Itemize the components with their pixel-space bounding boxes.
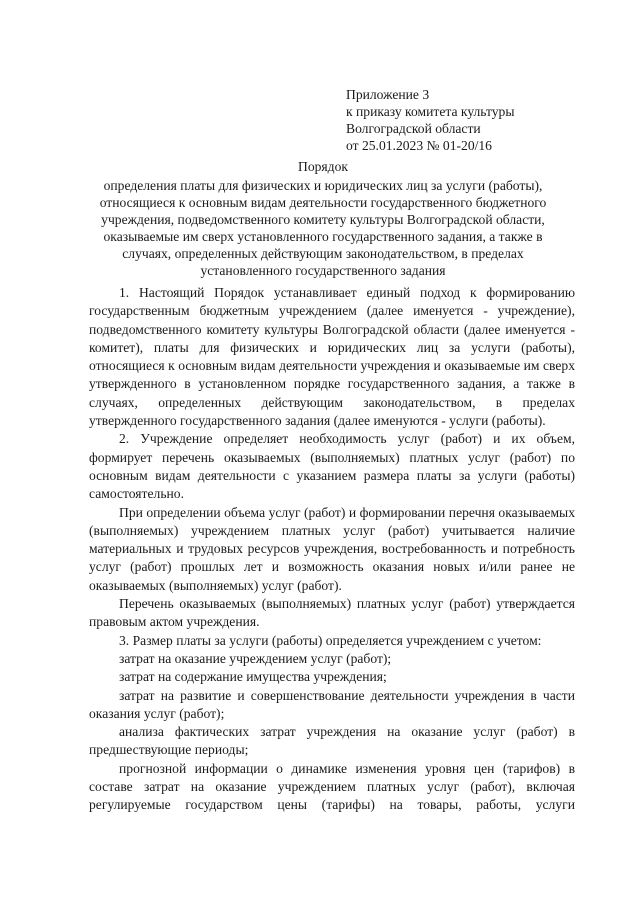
- appendix-line-4: от 25.01.2023 № 01-20/16: [346, 138, 492, 153]
- appendix-block: [346, 86, 514, 154]
- list-item-2: затрат на содержание имущества учреждения;: [119, 669, 387, 685]
- document-title: [80, 158, 566, 279]
- document-body: [89, 284, 575, 815]
- title-heading: Порядок: [298, 159, 348, 174]
- paragraph-1: 1. Настоящий Порядок устанавливает единый подход к формированию государственным бюджетным учреждением (далее именуется - учреждение), подведомственного комитету культуры Волгоградской области (далее именуется - комитет), платы для физических и юридических лиц за услуги (работы), относящиеся к основным видам деятельности учреждения и оказываемые им сверх утвержденного в установленном порядке государственного задания, а также в случаях, определенных действующим законодательством, в пределах утвержденного государственного задания (далее именуются - услуги (работы).: [89, 285, 575, 429]
- list-item-1: затрат на оказание учреждением услуг (работ);: [119, 650, 392, 666]
- appendix-line-1: Приложение 3: [346, 87, 430, 102]
- paragraph-5: 3. Размер платы за услуги (работы) определяется учреждением с учетом:: [119, 632, 542, 648]
- appendix-line-2: к приказу комитета культуры: [346, 104, 515, 119]
- paragraph-3: При определении объема услуг (работ) и формировании перечня оказываемых (выполняемых) учреждением платных услуг (работ) учитывается наличие материальных и трудовых ресурсов учреждения, востребованность и потребность услуг (работ) прошлых лет и возможность оказания новых и/или ранее не оказываемых (выполняемых) услуг (работ).: [89, 504, 575, 593]
- appendix-line-3: Волгоградской области: [346, 121, 481, 136]
- list-item-4: анализа фактических затрат учреждения на оказание услуг (работ) в предшествующие периоды;: [89, 724, 575, 758]
- list-item-3: затрат на развитие и совершенствование деятельности учреждения в части оказания услуг (работ);: [89, 687, 575, 721]
- title-text: определения платы для физических и юридических лиц за услуги (работы), относящиеся к основным видам деятельности государственного бюджетного учреждения, подведомственного комитету культуры Волгоградской области, оказываемые им сверх установленного государственного задания, а также в случаях, определенных действующим законодательством, в пределах установленного государственного задания: [99, 178, 547, 278]
- paragraph-4: Перечень оказываемых (выполняемых) платных услуг (работ) утверждается правовым актом учреждения.: [89, 596, 575, 630]
- paragraph-2: 2. Учреждение определяет необходимость услуг (работ) и их объем, формирует перечень оказываемых (выполняемых) платных услуг (работ) по основным видам деятельности с указанием размера платы за услуги (работы) самостоятельно.: [89, 431, 575, 502]
- list-item-5: прогнозной информации о динамике изменения уровня цен (тарифов) в составе затрат на оказание учреждением платных услуг (работ), включая регулируемые государством цены (тарифы) на товары, работы, услуги: [89, 760, 575, 813]
